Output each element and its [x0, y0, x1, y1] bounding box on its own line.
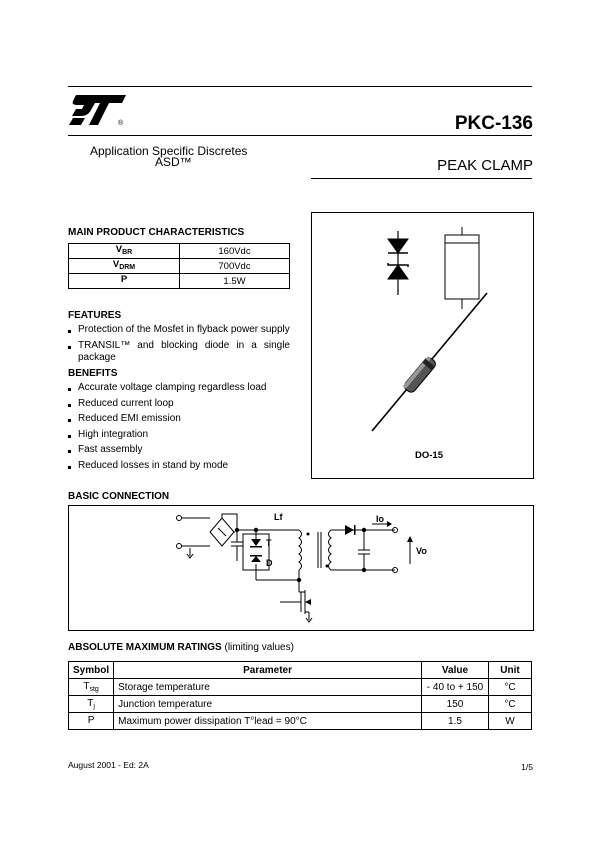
features-list: [68, 324, 290, 367]
diode-symbol: [388, 231, 408, 295]
do15-outline: [445, 227, 479, 309]
list-item: Protection of the Mosfet in flyback power supply: [68, 324, 290, 336]
ratings-title: ABSOLUTE MAXIMUM RATINGS: [68, 642, 222, 653]
main-characteristics-heading: MAIN PRODUCT CHARACTERISTICS: [68, 227, 245, 238]
cell-parameter: Storage temperature: [114, 679, 422, 696]
mpc-symbol: $V_{BR}$: [69, 244, 180, 259]
features-heading: FEATURES: [68, 310, 122, 321]
basic-connection-box: [68, 505, 534, 631]
list-item: Reduced current loop: [68, 398, 290, 410]
table-header: [69, 662, 532, 679]
axial-component: [372, 293, 489, 432]
list-item: Reduced EMI emission: [68, 413, 290, 425]
list-item: Accurate voltage clamping regardless load: [68, 382, 290, 394]
col-symbol: Symbol: [69, 662, 114, 679]
package-drawing: [312, 213, 533, 478]
table-row: [69, 259, 290, 274]
subtitle-rule: [311, 178, 532, 179]
label-t: T: [266, 538, 272, 548]
col-unit: Unit: [489, 662, 532, 679]
table-row: [69, 713, 532, 730]
main-characteristics-table: [68, 243, 290, 289]
label-io: Io: [376, 514, 384, 524]
benefits-heading: BENEFITS: [68, 368, 118, 379]
trademark-mark: ®: [118, 120, 124, 127]
col-parameter: Parameter: [114, 662, 422, 679]
top-rule: [68, 86, 532, 87]
subtitle-line2: ASD™: [155, 155, 192, 169]
cell-symbol: $T_j$: [69, 696, 114, 713]
mpc-value: 700Vdc: [180, 259, 290, 274]
label-lf: Lf: [274, 512, 283, 522]
benefits-list: [68, 382, 290, 476]
package-label: DO-15: [415, 450, 443, 461]
list-item: High integration: [68, 429, 290, 441]
circuit-diagram: [69, 506, 533, 630]
list-item: Fast assembly: [68, 444, 290, 456]
st-logo: [68, 92, 128, 132]
ratings-table: [68, 661, 532, 730]
list-item: TRANSIL™ and blocking diode in a single package: [68, 340, 290, 364]
part-number: PKC-136: [454, 113, 533, 134]
label-vo: Vo: [416, 546, 427, 556]
label-d: D: [266, 558, 273, 568]
mpc-symbol: P: [69, 274, 180, 289]
package-box: [311, 212, 534, 479]
mpc-symbol: $V_{DRM}$: [69, 259, 180, 274]
mpc-value: 160Vdc: [180, 244, 290, 259]
cell-parameter: Junction temperature: [114, 696, 422, 713]
mpc-value: 1.5W: [180, 274, 290, 289]
subtitle-line1: Application Specific Discretes: [90, 144, 248, 158]
ratings-heading: [68, 642, 294, 653]
cell-unit: W: [489, 713, 532, 730]
table-row: [69, 679, 532, 696]
ratings-note: (limiting values): [224, 642, 294, 653]
cell-value: 1.5: [422, 713, 489, 730]
col-value: Value: [422, 662, 489, 679]
basic-connection-heading: BASIC CONNECTION: [68, 491, 170, 502]
table-row: [69, 696, 532, 713]
header-rule: [68, 135, 532, 136]
cell-value: 150: [422, 696, 489, 713]
cell-value: - 40 to + 150: [422, 679, 489, 696]
cell-unit: °C: [489, 679, 532, 696]
footer-page: 1/5: [521, 762, 533, 772]
cell-symbol: P: [69, 713, 114, 730]
list-item: Reduced losses in stand by mode: [68, 460, 290, 472]
footer-date-edition: August 2001 - Ed: 2A: [68, 760, 149, 770]
product-name: PEAK CLAMP: [437, 157, 533, 174]
cell-symbol: $T_{stg}$: [69, 679, 114, 696]
cell-unit: °C: [489, 696, 532, 713]
cell-parameter: Maximum power dissipation T°lead = 90°C: [114, 713, 422, 730]
table-row: [69, 274, 290, 289]
table-row: [69, 244, 290, 259]
